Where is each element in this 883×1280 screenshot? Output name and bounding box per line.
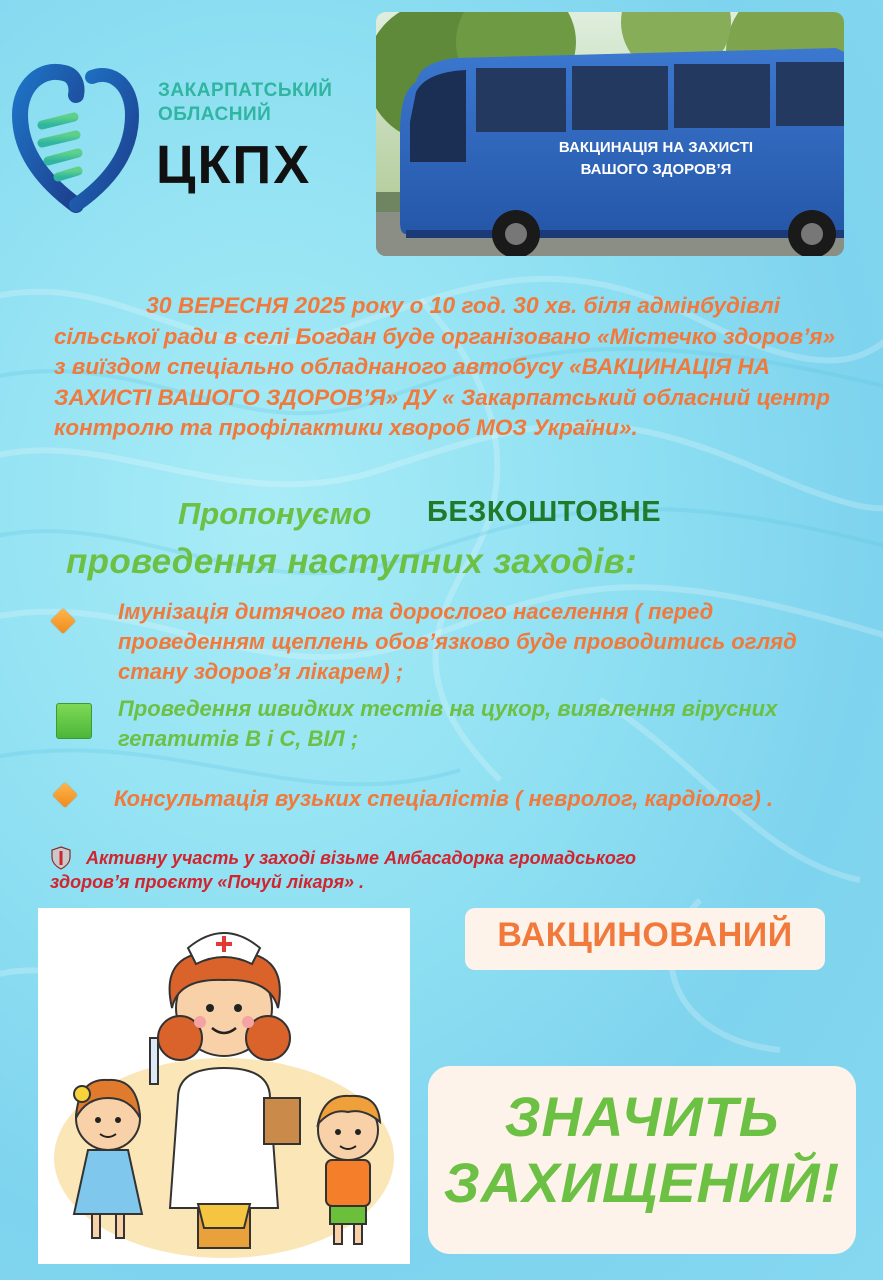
list-item-rapid-tests: Проведення швидких тестів на цукор, виявлення вірусних гепатитів В і С, ВІЛ ; bbox=[118, 696, 778, 751]
logo-acronym: ЦКПХ bbox=[156, 135, 312, 195]
offer-heading-line2: проведення наступних заходів: bbox=[66, 542, 638, 581]
list-item-immunization: Імунізація дитячого та дорослого населення ( перед проведенням щеплень обов’язково буде проводитись огляд стану здоров’я лікарем) ; bbox=[118, 599, 797, 684]
offer-free-highlight: БЕЗКОШТОВНЕ bbox=[427, 496, 662, 528]
slogan-protected: ЗАХИЩЕНИЙ! bbox=[443, 1151, 841, 1214]
bus-sign-line2: ВАШОГО ЗДОРОВ’Я bbox=[580, 161, 732, 178]
heart-shield-logo-icon bbox=[12, 55, 140, 215]
intro-text-2: год. bbox=[455, 293, 514, 318]
list-item-consultation-text: Консультація вузьких спеціалістів ( невролог, кардіолог) . bbox=[114, 786, 774, 811]
event-year: 2025 bbox=[294, 292, 346, 318]
slogan-means: ЗНАЧИТЬ bbox=[504, 1085, 780, 1148]
orange-diamond-icon bbox=[50, 608, 75, 633]
intro-text-3: хв. біля адмінбудівлі сільської ради в селі Богдан буде організовано «Містечко здоров’я» з виїздом спеціально обладнаного автобусу «ВАКЦИНАЦІЯ НА ЗАХИСТІ ВАШОГО ЗДОРОВ’Я» ДУ « Закарпатський обласний центр контролю та профілактики хвороб МОЗ України». bbox=[54, 293, 836, 440]
logo-text-line2: ОБЛАСНИЙ bbox=[158, 104, 272, 125]
event-hour: 10 bbox=[429, 292, 456, 318]
slogan-vaccinated: ВАКЦИНОВАНИЙ bbox=[497, 916, 793, 954]
offer-heading-line1: Пропонуємо bbox=[178, 496, 372, 531]
doctor-with-children-illustration bbox=[38, 908, 410, 1264]
bus-sign-line1: ВАКЦИНАЦІЯ НА ЗАХИСТІ bbox=[558, 139, 754, 156]
list-item-consultation bbox=[50, 784, 790, 814]
event-month: ВЕРЕСНЯ bbox=[171, 293, 295, 318]
logo-text-line1: ЗАКАРПАТСЬКИЙ bbox=[158, 80, 333, 101]
green-square-icon bbox=[56, 703, 92, 739]
ambassador-text: Активну участь у заході візьме Амбасадорка громадського здоров’я проєкту «Почуй лікаря» . bbox=[50, 848, 637, 892]
intro-paragraph bbox=[54, 290, 844, 444]
intro-text-1: року о bbox=[345, 293, 430, 318]
vaccination-bus-photo bbox=[376, 12, 844, 256]
event-minute: 30 bbox=[513, 292, 539, 318]
event-day: 30 bbox=[146, 292, 172, 318]
ambassador-note bbox=[50, 846, 690, 894]
